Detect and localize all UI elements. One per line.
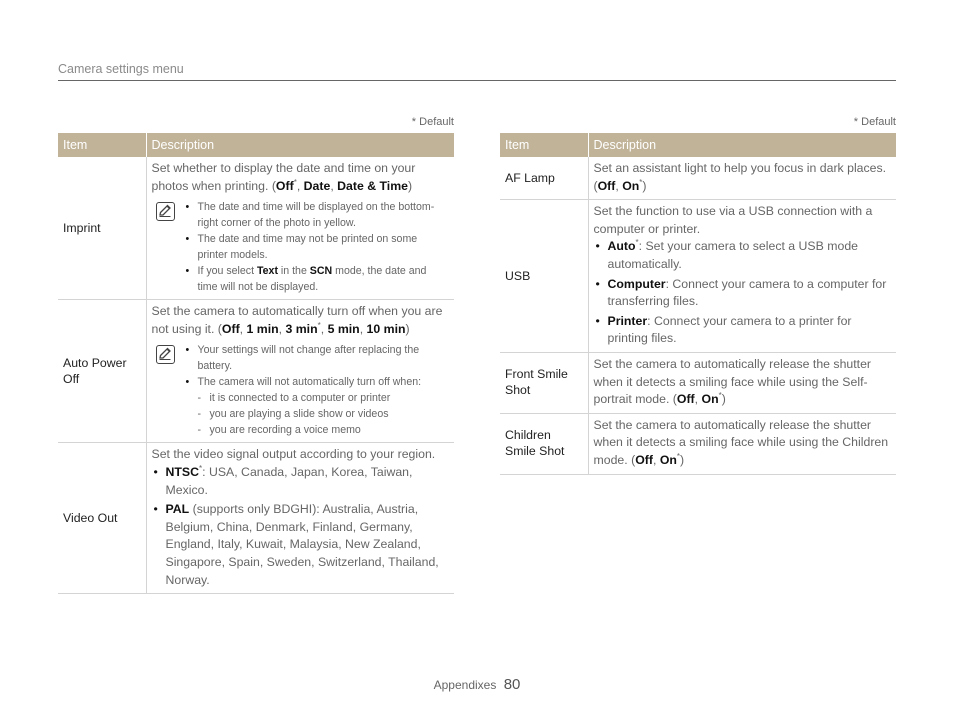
description-usb [588,200,896,353]
table-header-row [500,133,896,157]
note-item: • If you select Text in the SCN mode, the date and time will not be displayed. [186,263,450,295]
table-header-row [58,133,454,157]
table-row-imprint [58,157,454,300]
description-children-smile-shot: Set the camera to automatically release the shutter when it detects a smiling face while using the Children mode. (Off, On*) [588,413,896,474]
table-row-video-out [58,443,454,594]
imprint-note [152,199,450,295]
page-number: 80 [503,676,521,693]
table-row-children-smile-shot [500,413,896,474]
sub-note-item: - you are recording a voice memo [198,422,450,438]
column-header-description: Description [588,133,896,157]
option-ntsc: • NTSC*: USA, Canada, Japan, Korea, Taiwan, Mexico. [152,464,450,499]
default-note-left: * Default [411,116,454,128]
usb-summary: Set the function to use via a USB connection with a computer or printer. [593,204,873,236]
note-item: • Your settings will not change after replacing the battery. [186,342,450,374]
default-note-right: * Default [853,116,896,128]
page-footer [0,676,954,693]
note-item: • The camera will not automatically turn off when: - it is connected to a computer or printer - you are playing a slide show or videos - you are recording a voice memo [186,374,450,438]
description-af-lamp: Set an assistant light to help you focus in dark places. (Off, On*) [588,157,896,200]
item-usb: USB [500,200,588,353]
option-auto: • Auto*: Set your camera to select a USB mode automatically. [594,238,892,273]
description-video-out [146,443,454,594]
item-af-lamp: AF Lamp [500,157,588,200]
description-auto-power-off [146,300,454,443]
column-header-description: Description [146,133,454,157]
header-divider [58,80,896,81]
item-auto-power-off: Auto Power Off [58,300,146,443]
auto-power-off-note [152,342,450,438]
item-imprint: Imprint [58,157,146,300]
column-header-item: Item [500,133,588,157]
table-row-front-smile-shot [500,352,896,413]
video-out-summary: Set the video signal output according to your region. [151,447,436,462]
imprint-summary: Set whether to display the date and time on your photos when printing. (Off*, Date, Date & Time) [151,161,416,193]
table-row-auto-power-off [58,300,454,443]
sub-note-item: - you are playing a slide show or videos [198,406,450,422]
option-printer: • Printer: Connect your camera to a printer for printing files. [594,313,892,348]
item-video-out: Video Out [58,443,146,594]
description-imprint [146,157,454,300]
option-pal: • PAL (supports only BDGHI): Australia, Austria, Belgium, China, Denmark, Finland, Germany, England, Italy, Kuwait, Malaysia, New Zealand, Singapore, Spain, Sweden, Switzerland, Thailand, Norway. [152,501,450,589]
description-front-smile-shot: Set the camera to automatically release the shutter when it detects a smiling face while using the Self-portrait mode. (Off, On*) [588,352,896,413]
note-item: • The date and time may not be printed on some printer models. [186,231,450,263]
table-row-usb [500,200,896,353]
note-pencil-icon [156,202,175,221]
option-computer: • Computer: Connect your camera to a computer for transferring files. [594,276,892,311]
settings-table-right [500,133,896,475]
footer-section-label: Appendixes [433,678,497,692]
auto-power-off-summary: Set the camera to automatically turn off when you are not using it. (Off, 1 min, 3 min*, 5 min, 10 min) [151,304,443,336]
page-header-title: Camera settings menu [58,62,184,76]
note-pencil-icon [156,345,175,364]
item-children-smile-shot: Children Smile Shot [500,413,588,474]
column-header-item: Item [58,133,146,157]
note-item: • The date and time will be displayed on the bottom-right corner of the photo in yellow. [186,199,450,231]
table-row-af-lamp [500,157,896,200]
item-front-smile-shot: Front Smile Shot [500,352,588,413]
sub-note-item: - it is connected to a computer or printer [198,390,450,406]
settings-table-left [58,133,454,594]
